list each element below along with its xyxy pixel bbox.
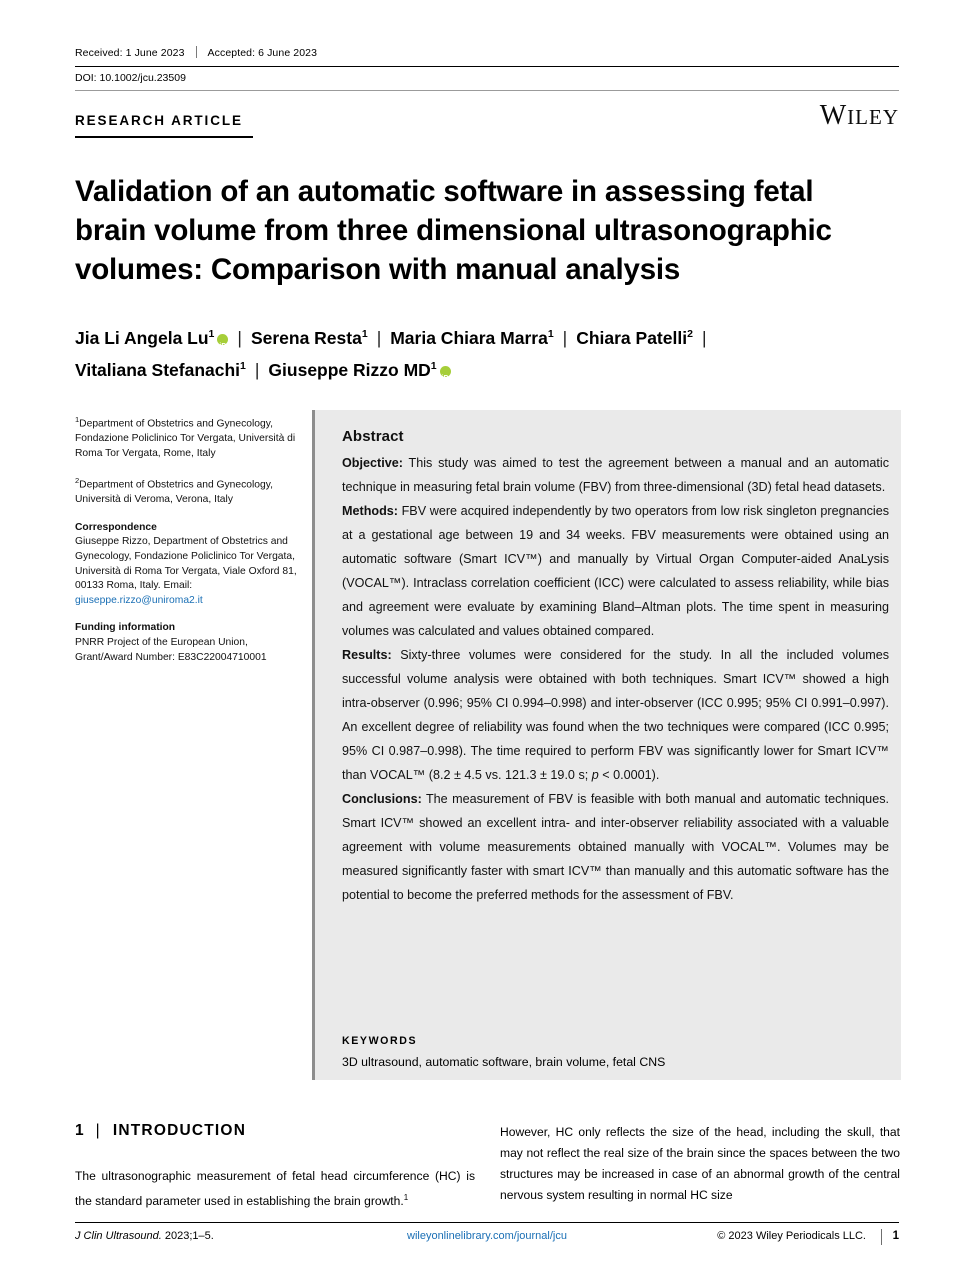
- header-divider: [196, 46, 197, 58]
- author-item: [75, 360, 246, 380]
- affiliations-column: [75, 413, 303, 678]
- affiliation-item: [75, 474, 303, 508]
- abstract-conclusions-label: Conclusions:: [342, 792, 422, 806]
- correspondence-heading: Correspondence: [75, 521, 157, 533]
- author-item: [268, 360, 450, 380]
- section-title: INTRODUCTION: [112, 1122, 247, 1139]
- section-number: 1: [75, 1122, 84, 1139]
- author-name: Vitaliana Stefanachi: [75, 359, 241, 380]
- doi-rule: [75, 90, 899, 91]
- affiliation-item: [75, 413, 303, 461]
- abstract-methods-label: Methods:: [342, 504, 398, 518]
- header-rule: [75, 66, 899, 67]
- abstract-methods-text: FBV were acquired independently by two operators from low risk singleton pregnancies at a gestational age between 19 and 34 weeks. FBV measurements were obtained using an automatic software (Smart ICV™) and manually by Virtual Organ Computer-aided AnaLysis (VOCAL™). Intraclass correlation coefficient (ICC) were calculated to assess reliability, while bias and agreement were evaluate by examining Bland–Altman plots. The time spent in measuring volumes was calculated and values obtained compared.: [342, 504, 889, 638]
- funding-heading: Funding information: [75, 622, 176, 634]
- funding-text: PNRR Project of the European Union, Grant/Award Number: E83C22004710001: [75, 636, 267, 663]
- body-column-left: [75, 1166, 475, 1212]
- affiliation-text: Department of Obstetrics and Gynecology, Fondazione Policlinico Tor Vergata, Università di Roma Tor Vergata, Rome, Italy: [75, 418, 296, 459]
- abstract-objective-text: This study was aimed to test the agreement between a manual and an automatic technique in measuring fetal brain volume (FBV) from three-dimensional (3D) fetal head datasets.: [342, 456, 889, 494]
- author-separator: |: [376, 327, 382, 348]
- doi-line: DOI: 10.1002/jcu.23509: [75, 72, 186, 84]
- abstract-methods: [342, 499, 889, 643]
- wiley-logo: WILEY: [819, 100, 899, 131]
- author-list: [75, 320, 885, 384]
- section-heading: [75, 1122, 246, 1140]
- author-item: [576, 328, 693, 348]
- email-link[interactable]: giuseppe.rizzo@uniroma2.it: [75, 594, 203, 606]
- footer-journal-name: J Clin Ultrasound.: [75, 1230, 162, 1242]
- section-separator: |: [95, 1122, 101, 1139]
- author-affil-marker: 1: [430, 359, 437, 372]
- abstract-results-pvalue-symbol: p: [591, 768, 599, 782]
- abstract-objective-label: Objective:: [342, 456, 403, 470]
- footer-copyright: © 2023 Wiley Periodicals LLC.: [717, 1230, 866, 1242]
- author-name: Jia Li Angela Lu: [75, 327, 209, 348]
- article-type-label: RESEARCH ARTICLE: [75, 113, 243, 128]
- author-affil-marker: 2: [687, 328, 693, 340]
- keywords-heading: KEYWORDS: [342, 1035, 418, 1047]
- author-separator: |: [237, 327, 242, 348]
- abstract-heading: Abstract: [342, 428, 404, 445]
- footer-page-number: 1: [892, 1230, 899, 1242]
- intro-paragraph-right: However, HC only reflects the size of the head, including the skull, that may not reflect the real size of the brain since the spaces between the two structures may be increased in case of an abnormal growth of the central nervous system resulting in normal HC size: [500, 1125, 900, 1202]
- author-name: Serena Resta: [250, 327, 362, 348]
- received-date: Received: 1 June 2023: [75, 47, 185, 59]
- author-separator: |: [254, 359, 260, 380]
- page-title: Validation of an automatic software in assessing fetal brain volume from three dimensional ultrasonographic volumes: Comparison with manual analysis: [75, 175, 832, 286]
- abstract-results-text: Sixty-three volumes were considered for the study. In all the included volumes successful volume analysis were obtained with both techniques. Smart ICV™ showed a high intra-observer (0.996; 95% CI 0.994–0.998) and inter-observer (ICC 0.995; 95% CI 0.991–0.997). An excellent degree of reliability was found when the two techniques were compared (ICC 0.995; 95% CI 0.987–0.998). The time required to perform FBV was significantly lower for Smart ICV™ than VOCAL™ (8.2 ± 4.5 vs. 121.3 ± 19.0 s;: [342, 648, 889, 782]
- author-separator: |: [562, 327, 568, 348]
- accepted-date: Accepted: 6 June 2023: [207, 47, 318, 59]
- abstract-results-text-post: < 0.0001).: [598, 768, 660, 782]
- author-name: Giuseppe Rizzo MD: [268, 359, 431, 380]
- abstract-objective: [342, 451, 889, 499]
- affiliation-text: Department of Obstetrics and Gynecology, Università di Veroma, Verona, Italy: [75, 479, 273, 506]
- author-affil-marker: 1: [208, 328, 215, 340]
- publication-dates: [75, 46, 875, 59]
- footer-divider: [881, 1229, 882, 1245]
- author-affil-marker: 1: [361, 328, 368, 340]
- body-column-right: [500, 1122, 900, 1206]
- author-affil-marker: 1: [240, 359, 246, 372]
- correspondence-block: [75, 521, 303, 609]
- affiliation-marker: 1: [75, 415, 80, 424]
- footer-journal-pages: 2023;1–5.: [161, 1230, 214, 1242]
- footer-url-text[interactable]: wileyonlinelibrary.com/journal/jcu: [407, 1230, 567, 1242]
- author-item: [390, 328, 553, 348]
- funding-block: [75, 621, 303, 665]
- email-label: Email:: [163, 580, 193, 592]
- author-separator: |: [701, 327, 707, 348]
- abstract-content: [342, 425, 889, 907]
- abstract-conclusions-text: The measurement of FBV is feasible with both manual and automatic techniques. Smart ICV™ showed an excellent intra- and inter-observer reliability associated with a valuable agreement with volume measurements obtained manually with VOCAL™. Volumes may be measured significantly faster with smart ICV™ than manually and this automatic software has the potential to become the preferred methods for the assessment of FBV.: [342, 792, 889, 902]
- author-affil-marker: 1: [547, 328, 554, 340]
- footer-rule: [75, 1222, 899, 1223]
- author-name: Maria Chiara Marra: [390, 327, 548, 348]
- author-name: Chiara Patelli: [576, 327, 688, 348]
- orcid-icon[interactable]: [440, 366, 451, 377]
- keywords-list: 3D ultrasound, automatic software, brain volume, fetal CNS: [342, 1055, 666, 1069]
- abstract-results-label: Results:: [342, 648, 392, 662]
- abstract-results: [342, 643, 889, 787]
- affiliation-marker: 2: [75, 476, 80, 486]
- author-item: [251, 328, 368, 348]
- citation-ref: 1: [403, 1193, 409, 1202]
- correspondence-text: Giuseppe Rizzo, Department of Obstetrics and Gynecology, Fondazione Policlinico Tor Vergata, Università di Roma Tor Vergata, Viale Oxford 81, 00133 Roma, Italy.: [75, 536, 297, 592]
- abstract-conclusions: [342, 787, 889, 907]
- orcid-icon[interactable]: [217, 334, 228, 345]
- article-type-rule: [75, 136, 253, 138]
- author-item: [75, 328, 228, 348]
- intro-paragraph-left: The ultrasonographic measurement of fetal head circumference (HC) is the standard parameter used in establishing the brain growth.: [75, 1169, 475, 1209]
